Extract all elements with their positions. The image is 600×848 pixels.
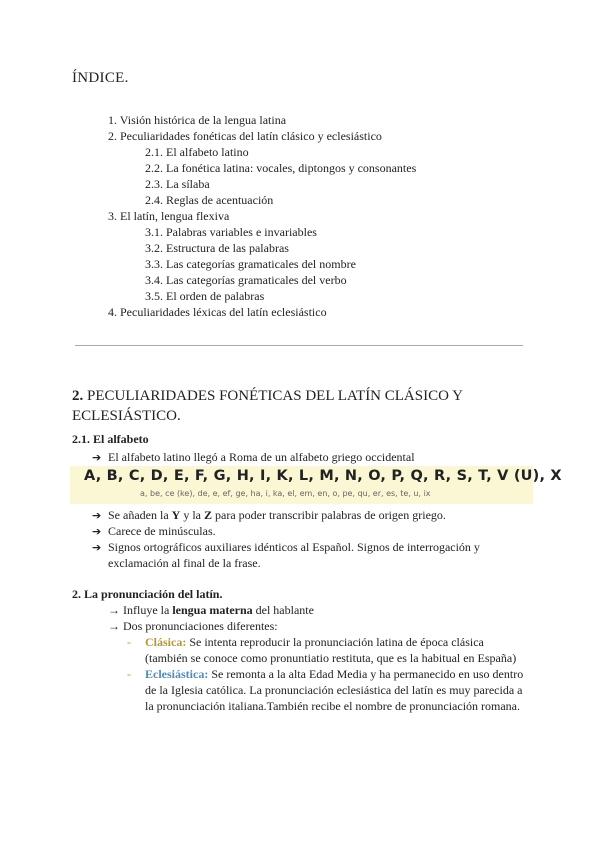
section-number: 2. <box>72 388 84 404</box>
toc-item: 3.5. El orden de palabras <box>145 289 265 303</box>
horizontal-divider <box>75 345 523 346</box>
toc-item: 3.2. Estructura de las palabras <box>145 241 289 255</box>
toc-item: 2.1. El alfabeto latino <box>145 145 249 159</box>
right-arrow-icon: ➔ <box>92 525 102 538</box>
bullet-text: El alfabeto latino llegó a Roma de un alfabeto griego occidental <box>108 450 415 464</box>
item-text-continuation: (también se conoce como pronuntiatio restituta, que es la habitual en España) <box>145 651 517 665</box>
bullet-text: Signos ortográficos auxiliares idénticos al Español. Signos de interrogación y <box>108 540 480 554</box>
letter-z: Z <box>203 508 212 522</box>
bullet-item <box>92 449 415 466</box>
toc-item: 2.4. Reglas de acentuación <box>145 193 274 207</box>
toc-item: 1. Visión histórica de la lengua latina <box>108 113 287 127</box>
arrow-item <box>108 602 314 618</box>
subsection-heading-pronunciation: 2. La pronunciación del latín. <box>72 587 223 601</box>
toc-item: 3.3. Las categorías gramaticales del nombre <box>145 257 356 271</box>
toc-item: 3.1. Palabras variables e invariables <box>145 225 317 239</box>
bullet-item <box>92 523 216 540</box>
thin-right-arrow-icon: → <box>108 619 123 633</box>
toc-item: 2. Peculiaridades fonéticas del latín clásico y eclesiástico <box>108 129 382 143</box>
item-text-bold: lengua materna <box>172 603 253 617</box>
toc-item: 2.2. La fonética latina: vocales, diptongos y consonantes <box>145 161 417 175</box>
bullet-item <box>92 539 480 556</box>
bullet-text: Carece de minúsculas. <box>108 524 216 538</box>
bullet-item <box>92 507 446 524</box>
toc-item: 3. El latín, lengua flexiva <box>108 209 230 223</box>
section-title-text: PECULIARIDADES FONÉTICAS DEL LATÍN CLÁSICO Y ECLESIÁSTICO. <box>72 388 463 424</box>
dash-icon: - <box>127 667 131 681</box>
toc-item: 4. Peculiaridades léxicas del latín eclesiástico <box>108 305 327 319</box>
clasica-label: Clásica: <box>145 635 187 649</box>
eclesiastica-label: Eclesiástica: <box>145 667 209 681</box>
item-text: Se intenta reproducir la pronunciación latina de época clásica <box>186 635 484 649</box>
arrow-item <box>108 618 278 634</box>
item-text-continuation: la pronunciación italiana.También recibe el nombre de pronunciación romana. <box>145 699 521 713</box>
thin-right-arrow-icon: → <box>108 603 123 617</box>
item-text: Se remonta a la alta Edad Media y ha permanecido en uso dentro <box>208 667 524 681</box>
section-title <box>72 386 492 426</box>
right-arrow-icon: ➔ <box>92 451 102 464</box>
index-title: ÍNDICE. <box>72 70 129 86</box>
bullet-text: para poder transcribir palabras de origen griego. <box>212 508 446 522</box>
bullet-text: Se añaden la <box>108 508 172 522</box>
bullet-text-continuation: exclamación al final de la frase. <box>108 556 261 570</box>
right-arrow-icon: ➔ <box>92 541 102 554</box>
subsection-heading-alphabet: 2.1. El alfabeto <box>72 432 149 446</box>
dash-icon: - <box>127 635 131 649</box>
item-text-continuation: de la Iglesia católica. La pronunciación eclesiástica del latín es muy parecida a <box>145 683 523 697</box>
toc-item: 3.4. Las categorías gramaticales del verbo <box>145 273 347 287</box>
toc-item: 2.3. La sílaba <box>145 177 210 191</box>
dash-item-eclesiastica <box>127 666 523 682</box>
dash-item-clasica <box>127 634 484 650</box>
item-text: Influye la <box>123 603 173 617</box>
alphabet-letter-names: a, be, ce (ke), de, e, ef, ge, ha, i, ka, el, em, en, o, pe, qu, er, es, te, u, ix <box>140 489 431 498</box>
letter-y: Y <box>171 508 181 522</box>
item-text: del hablante <box>252 603 314 617</box>
bullet-text: y la <box>180 508 204 522</box>
right-arrow-icon: ➔ <box>92 509 102 522</box>
alphabet-letters: A, B, C, D, E, F, G, H, I, K, L, M, N, O, P, Q, R, S, T, V (U), X <box>84 468 562 484</box>
item-text: Dos pronunciaciones diferentes: <box>123 619 278 633</box>
